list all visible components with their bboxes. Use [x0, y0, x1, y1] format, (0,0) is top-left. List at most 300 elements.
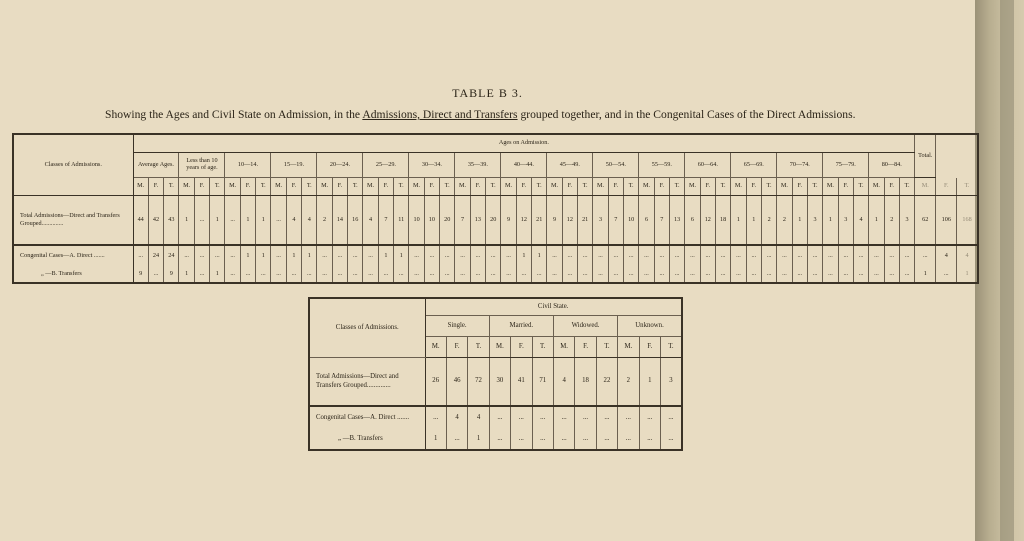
sex-subheader: T. [164, 178, 179, 196]
age-count-cell: ... [486, 266, 501, 283]
age-count-cell: ... [761, 266, 776, 283]
sex-subheader: M. [455, 178, 470, 196]
age-count-cell: ... [715, 245, 730, 266]
age-count-cell: 3 [838, 196, 853, 246]
age-count-cell: 2 [761, 196, 776, 246]
civil-count-cell: 4 [553, 358, 574, 407]
civil-sex-subheader: M. [553, 337, 574, 358]
age-count-cell: ... [271, 245, 286, 266]
age-count-cell: ... [853, 266, 868, 283]
age-count-cell: ... [685, 266, 700, 283]
age-count-cell: ... [378, 266, 393, 283]
civil-count-cell: 30 [489, 358, 510, 407]
sex-subheader: M. [133, 178, 148, 196]
ages-table [12, 133, 979, 284]
total-cell: ... [915, 245, 936, 266]
age-count-cell: ... [409, 245, 424, 266]
age-count-cell: ... [240, 266, 255, 283]
civil-count-cell: ... [553, 429, 574, 450]
civil-count-cell: ... [532, 406, 553, 429]
civil-count-cell: ... [618, 429, 639, 450]
civil-count-cell: ... [618, 406, 639, 429]
age-group-header: 45—49. [547, 153, 593, 178]
age-count-cell: 1 [532, 245, 547, 266]
age-count-cell: 1 [240, 196, 255, 246]
sex-subheader: M. [823, 178, 838, 196]
classes-header: Classes of Admissions. [13, 134, 133, 196]
civil-count-cell: ... [446, 429, 467, 450]
age-count-cell: 20 [440, 196, 455, 246]
civil-count-cell: 1 [425, 429, 446, 450]
age-count-cell: ... [194, 266, 209, 283]
civil-count-cell: 72 [468, 358, 489, 407]
sex-subheader: M. [777, 178, 792, 196]
sex-subheader: T. [486, 178, 501, 196]
age-count-cell: ... [899, 266, 914, 283]
civil-table-row [309, 406, 682, 429]
age-count-cell: ... [394, 266, 409, 283]
age-count-cell: ... [838, 266, 853, 283]
average-age-cell: 42 [148, 196, 163, 246]
age-count-cell: 4 [286, 196, 301, 246]
civil-count-cell: 1 [639, 358, 660, 407]
age-count-cell: ... [715, 266, 730, 283]
sex-subheader: M. [731, 178, 746, 196]
age-count-cell: ... [271, 266, 286, 283]
age-count-cell: ... [792, 245, 807, 266]
average-age-cell: 9 [164, 266, 179, 283]
age-count-cell: ... [731, 245, 746, 266]
total-cell: 4 [936, 245, 957, 266]
civil-count-cell: 2 [618, 358, 639, 407]
sex-subheader: M. [593, 178, 608, 196]
average-age-cell: 9 [133, 266, 148, 283]
age-count-cell: 1 [210, 266, 225, 283]
age-count-cell: ... [286, 266, 301, 283]
age-count-cell: 6 [639, 196, 654, 246]
age-count-cell: 10 [424, 196, 439, 246]
age-group-header: 15—19. [271, 153, 317, 178]
civil-classes-header: Classes of Admissions. [309, 298, 425, 358]
age-group-header: 40—44. [501, 153, 547, 178]
age-count-cell: ... [516, 266, 531, 283]
binding-shadow [1000, 0, 1014, 541]
age-count-cell: 1 [516, 245, 531, 266]
civil-count-cell: ... [425, 406, 446, 429]
civil-count-cell: 4 [468, 406, 489, 429]
age-count-cell: 1 [179, 196, 194, 246]
age-count-cell: 4 [302, 196, 317, 246]
age-count-cell: ... [853, 245, 868, 266]
age-count-cell: ... [225, 266, 240, 283]
age-group-header: 30—34. [409, 153, 455, 178]
subtitle-before: Showing the Ages and Civil State on Admission, in the [105, 108, 363, 121]
age-count-cell: ... [210, 245, 225, 266]
sex-subheader: T. [256, 178, 271, 196]
sex-subheader: T. [853, 178, 868, 196]
civil-count-cell: ... [511, 429, 532, 450]
age-count-cell: 4 [853, 196, 868, 246]
age-count-cell: 3 [593, 196, 608, 246]
age-count-cell: 10 [409, 196, 424, 246]
sex-subheader: F. [148, 178, 163, 196]
age-count-cell: 18 [715, 196, 730, 246]
age-count-cell: ... [608, 266, 623, 283]
civil-count-cell: ... [660, 429, 681, 450]
sex-subheader: F. [608, 178, 623, 196]
total-header: Total. [915, 134, 936, 178]
age-count-cell: ... [562, 245, 577, 266]
age-count-cell: ... [746, 266, 761, 283]
civil-count-cell: ... [639, 406, 660, 429]
age-count-cell: ... [578, 266, 593, 283]
civil-count-cell: 71 [532, 358, 553, 407]
sex-subheader: M. [685, 178, 700, 196]
age-count-cell: ... [639, 266, 654, 283]
sex-subheader: F. [516, 178, 531, 196]
age-count-cell: ... [532, 266, 547, 283]
sex-subheader: M. [547, 178, 562, 196]
age-count-cell: 1 [240, 245, 255, 266]
age-count-cell: 7 [378, 196, 393, 246]
age-count-cell: ... [823, 266, 838, 283]
civil-table-row [309, 358, 682, 407]
age-count-cell: 1 [378, 245, 393, 266]
total-sex-subheader: F. [936, 178, 957, 196]
row-label: „ —B. Transfers [13, 266, 133, 283]
civil-state-table [308, 297, 683, 451]
row-label: Total Admissions—Direct and Transfers Grouped.............. [13, 196, 133, 246]
civil-count-cell: 3 [660, 358, 681, 407]
sex-subheader: M. [271, 178, 286, 196]
table-row [13, 266, 978, 283]
age-count-cell: ... [654, 245, 669, 266]
age-count-cell: ... [317, 245, 332, 266]
age-count-cell: 1 [792, 196, 807, 246]
age-count-cell: ... [777, 266, 792, 283]
civil-row-label: „ —B. Transfers [309, 429, 425, 450]
sex-subheader: F. [332, 178, 347, 196]
age-count-cell: 3 [899, 196, 914, 246]
age-count-cell: ... [669, 245, 684, 266]
civil-group-header: Unknown. [618, 316, 682, 337]
table-row [13, 245, 978, 266]
age-count-cell: ... [424, 266, 439, 283]
age-count-cell: ... [332, 245, 347, 266]
civil-row-label: Congenital Cases—A. Direct ....... [309, 406, 425, 429]
age-count-cell: 10 [624, 196, 639, 246]
sex-subheader: M. [409, 178, 424, 196]
age-count-cell: ... [899, 245, 914, 266]
civil-count-cell: 22 [596, 358, 617, 407]
age-count-cell: 7 [608, 196, 623, 246]
age-count-cell: 12 [562, 196, 577, 246]
sex-subheader: T. [440, 178, 455, 196]
age-count-cell: 14 [332, 196, 347, 246]
age-count-cell: 9 [547, 196, 562, 246]
total-cell: 168 [957, 196, 978, 246]
age-count-cell: ... [440, 245, 455, 266]
age-count-cell: ... [731, 266, 746, 283]
civil-row-label: Total Admissions—Direct and Transfers Grouped.............. [309, 358, 425, 407]
table-row [13, 196, 978, 246]
civil-sex-subheader: F. [446, 337, 467, 358]
average-age-cell: 24 [164, 245, 179, 266]
age-count-cell: ... [884, 266, 899, 283]
sex-subheader: M. [225, 178, 240, 196]
age-count-cell: 2 [777, 196, 792, 246]
age-count-cell: 11 [394, 196, 409, 246]
age-count-cell: ... [593, 245, 608, 266]
civil-count-cell: ... [575, 429, 596, 450]
average-age-cell: 44 [133, 196, 148, 246]
civil-count-cell: ... [639, 429, 660, 450]
age-count-cell: 21 [578, 196, 593, 246]
age-count-cell: 13 [669, 196, 684, 246]
age-count-cell: ... [501, 266, 516, 283]
age-count-cell: ... [608, 245, 623, 266]
age-count-cell: ... [823, 245, 838, 266]
table-title: TABLE B 3. [452, 86, 523, 100]
sex-subheader: F. [240, 178, 255, 196]
sex-subheader: T. [578, 178, 593, 196]
civil-sex-subheader: F. [511, 337, 532, 358]
age-count-cell: ... [654, 266, 669, 283]
sex-subheader: T. [761, 178, 776, 196]
age-group-header: 70—74. [777, 153, 823, 178]
sex-subheader: F. [470, 178, 485, 196]
age-count-cell: 1 [256, 196, 271, 246]
civil-state-header: Civil State. [425, 298, 682, 316]
age-count-cell: ... [256, 266, 271, 283]
civil-count-cell: 1 [468, 429, 489, 450]
age-count-cell: ... [685, 245, 700, 266]
age-count-cell: ... [547, 245, 562, 266]
total-sex-subheader: T. [957, 178, 978, 196]
age-count-cell: 13 [470, 196, 485, 246]
age-count-cell: ... [501, 245, 516, 266]
average-age-cell: 43 [164, 196, 179, 246]
civil-sex-subheader: F. [639, 337, 660, 358]
age-count-cell: 4 [363, 196, 378, 246]
age-group-header: 50—54. [593, 153, 639, 178]
age-count-cell: ... [225, 196, 240, 246]
civil-count-cell: 46 [446, 358, 467, 407]
average-age-cell: 24 [148, 245, 163, 266]
age-count-cell: 1 [210, 196, 225, 246]
civil-sex-subheader: T. [468, 337, 489, 358]
sex-subheader: M. [179, 178, 194, 196]
total-cell: 62 [915, 196, 936, 246]
sex-subheader: T. [715, 178, 730, 196]
age-count-cell: ... [700, 245, 715, 266]
average-age-cell: ... [133, 245, 148, 266]
age-count-cell: ... [807, 245, 822, 266]
sex-subheader: M. [317, 178, 332, 196]
age-count-cell: ... [869, 266, 884, 283]
age-count-cell: ... [455, 245, 470, 266]
age-group-header: 60—64. [685, 153, 731, 178]
age-count-cell: 9 [501, 196, 516, 246]
sex-subheader: F. [884, 178, 899, 196]
civil-sex-subheader: T. [660, 337, 681, 358]
civil-count-cell: ... [532, 429, 553, 450]
age-group-header: 20—24. [317, 153, 363, 178]
sex-subheader: T. [302, 178, 317, 196]
age-count-cell: ... [302, 266, 317, 283]
age-count-cell: ... [884, 245, 899, 266]
civil-table-row [309, 429, 682, 450]
civil-count-cell: 41 [511, 358, 532, 407]
sex-subheader: F. [286, 178, 301, 196]
civil-group-header: Single. [425, 316, 489, 337]
age-count-cell: ... [409, 266, 424, 283]
sex-subheader: T. [899, 178, 914, 196]
age-count-cell: ... [486, 245, 501, 266]
table-subtitle [105, 108, 905, 121]
age-count-cell: ... [194, 196, 209, 246]
subtitle-after: grouped together, and in the Congenital Cases of the Direct Admissions. [517, 108, 856, 121]
civil-count-cell: ... [596, 406, 617, 429]
sex-subheader: F. [746, 178, 761, 196]
age-count-cell: 1 [746, 196, 761, 246]
average-age-cell: ... [148, 266, 163, 283]
age-count-cell: 1 [869, 196, 884, 246]
age-count-cell: ... [807, 266, 822, 283]
sex-subheader: T. [532, 178, 547, 196]
sex-subheader: M. [869, 178, 884, 196]
sex-subheader: F. [700, 178, 715, 196]
age-count-cell: 6 [685, 196, 700, 246]
age-count-cell: ... [271, 196, 286, 246]
sex-subheader: T. [210, 178, 225, 196]
sex-subheader: T. [807, 178, 822, 196]
age-count-cell: 1 [394, 245, 409, 266]
sex-subheader: F. [838, 178, 853, 196]
civil-count-cell: ... [596, 429, 617, 450]
age-count-cell: ... [700, 266, 715, 283]
age-count-cell: 1 [286, 245, 301, 266]
sex-subheader: T. [394, 178, 409, 196]
age-count-cell: ... [593, 266, 608, 283]
age-group-header: 55—59. [639, 153, 685, 178]
age-count-cell: ... [746, 245, 761, 266]
sex-subheader: F. [378, 178, 393, 196]
age-count-cell: ... [317, 266, 332, 283]
civil-count-cell: ... [575, 406, 596, 429]
age-group-header: 10—14. [225, 153, 271, 178]
sex-subheader: M. [363, 178, 378, 196]
age-count-cell: ... [363, 245, 378, 266]
age-count-cell: 2 [884, 196, 899, 246]
civil-sex-subheader: T. [596, 337, 617, 358]
average-ages-header: Average Ages. [133, 153, 179, 178]
total-cell: 4 [957, 245, 978, 266]
civil-count-cell: ... [660, 406, 681, 429]
age-count-cell: ... [194, 245, 209, 266]
age-count-cell: ... [669, 266, 684, 283]
age-count-cell: 1 [823, 196, 838, 246]
age-count-cell: ... [179, 245, 194, 266]
age-count-cell: ... [348, 266, 363, 283]
age-count-cell: ... [578, 245, 593, 266]
age-count-cell: 12 [516, 196, 531, 246]
sex-subheader: F. [562, 178, 577, 196]
age-count-cell: 1 [731, 196, 746, 246]
age-count-cell: ... [225, 245, 240, 266]
sex-subheader: M. [639, 178, 654, 196]
age-count-cell: ... [470, 266, 485, 283]
civil-group-header: Widowed. [553, 316, 617, 337]
sex-subheader: T. [348, 178, 363, 196]
civil-count-cell: 4 [446, 406, 467, 429]
row-label: Congenital Cases—A. Direct ....... [13, 245, 133, 266]
age-count-cell: ... [761, 245, 776, 266]
sex-subheader: F. [654, 178, 669, 196]
sex-subheader: T. [624, 178, 639, 196]
civil-sex-subheader: F. [575, 337, 596, 358]
age-count-cell: ... [455, 266, 470, 283]
sex-subheader: M. [501, 178, 516, 196]
age-count-cell: ... [332, 266, 347, 283]
sex-subheader: F. [194, 178, 209, 196]
age-count-cell: ... [562, 266, 577, 283]
age-count-cell: 16 [348, 196, 363, 246]
age-count-cell: ... [792, 266, 807, 283]
civil-sex-subheader: T. [532, 337, 553, 358]
age-count-cell: 3 [807, 196, 822, 246]
age-count-cell: 12 [700, 196, 715, 246]
age-count-cell: ... [440, 266, 455, 283]
civil-count-cell: ... [489, 429, 510, 450]
age-group-header: 35—39. [455, 153, 501, 178]
total-cell: 106 [936, 196, 957, 246]
age-count-cell: ... [470, 245, 485, 266]
civil-count-cell: 18 [575, 358, 596, 407]
age-group-header: 80—84. [869, 153, 915, 178]
age-count-cell: ... [838, 245, 853, 266]
age-count-cell: ... [624, 245, 639, 266]
age-count-cell: 7 [455, 196, 470, 246]
civil-count-cell: ... [553, 406, 574, 429]
age-count-cell: ... [624, 266, 639, 283]
age-count-cell: 7 [654, 196, 669, 246]
age-count-cell: ... [869, 245, 884, 266]
civil-count-cell: 26 [425, 358, 446, 407]
age-count-cell: 20 [486, 196, 501, 246]
age-count-cell: ... [363, 266, 378, 283]
subtitle-underlined: Admissions, Direct and Transfers [362, 108, 518, 121]
age-count-cell: ... [547, 266, 562, 283]
age-group-header: 25—29. [363, 153, 409, 178]
civil-sex-subheader: M. [618, 337, 639, 358]
civil-count-cell: ... [511, 406, 532, 429]
age-count-cell: ... [348, 245, 363, 266]
total-cell: 1 [957, 266, 978, 283]
total-cell: 1 [915, 266, 936, 283]
civil-sex-subheader: M. [425, 337, 446, 358]
civil-count-cell: ... [489, 406, 510, 429]
sex-subheader: T. [669, 178, 684, 196]
age-count-cell: ... [424, 245, 439, 266]
age-count-cell: 21 [532, 196, 547, 246]
age-count-cell: 1 [302, 245, 317, 266]
age-group-header: Less than 10 years of age. [179, 153, 225, 178]
age-count-cell: ... [639, 245, 654, 266]
age-count-cell: 1 [179, 266, 194, 283]
age-group-header: 65—69. [731, 153, 777, 178]
total-sex-subheader: M. [915, 178, 936, 196]
